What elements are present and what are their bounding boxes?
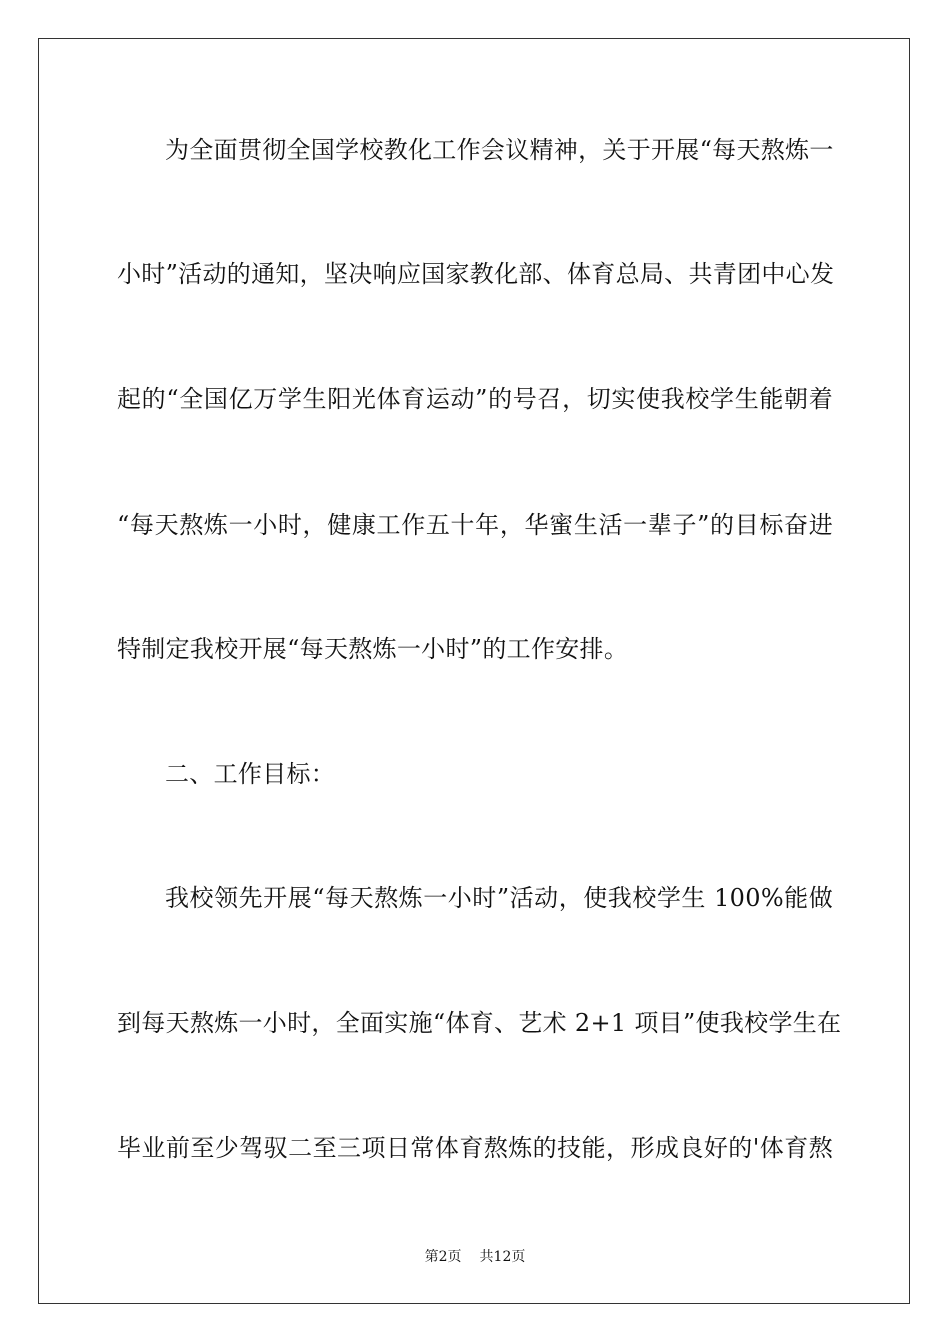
page-frame [38, 38, 910, 1304]
paragraph-2-line-3: 毕业前至少驾驭二至三项日常体育熬炼的技能，形成良好的'体育熬 [117, 1134, 833, 1162]
paragraph-2-line-1: 我校领先开展“每天熬炼一小时”活动，使我校学生 100%能做 [165, 884, 833, 912]
page-footer [0, 1248, 950, 1266]
paragraph-1-line-3: 起的“全国亿万学生阳光体育运动”的号召，切实使我校学生能朝着 [117, 385, 833, 413]
paragraph-1-line-1: 为全面贯彻全国学校教化工作会议精神，关于开展“每天熬炼一 [165, 136, 834, 164]
page-total: 共12页 [479, 1249, 526, 1265]
paragraph-2-line-2: 到每天熬炼一小时，全面实施“体育、艺术 2+1 项目”使我校学生在 [117, 1009, 842, 1037]
paragraph-1-line-5: 特制定我校开展“每天熬炼一小时”的工作安排。 [117, 635, 629, 663]
section-heading: 二、工作目标： [165, 760, 336, 788]
paragraph-1-line-2: 小时”活动的通知，坚决响应国家教化部、体育总局、共青团中心发 [117, 260, 835, 288]
page-number: 第2页 [424, 1249, 462, 1265]
paragraph-1-line-4: “每天熬炼一小时，健康工作五十年，华蜜生活一辈子”的目标奋进 [117, 511, 833, 539]
